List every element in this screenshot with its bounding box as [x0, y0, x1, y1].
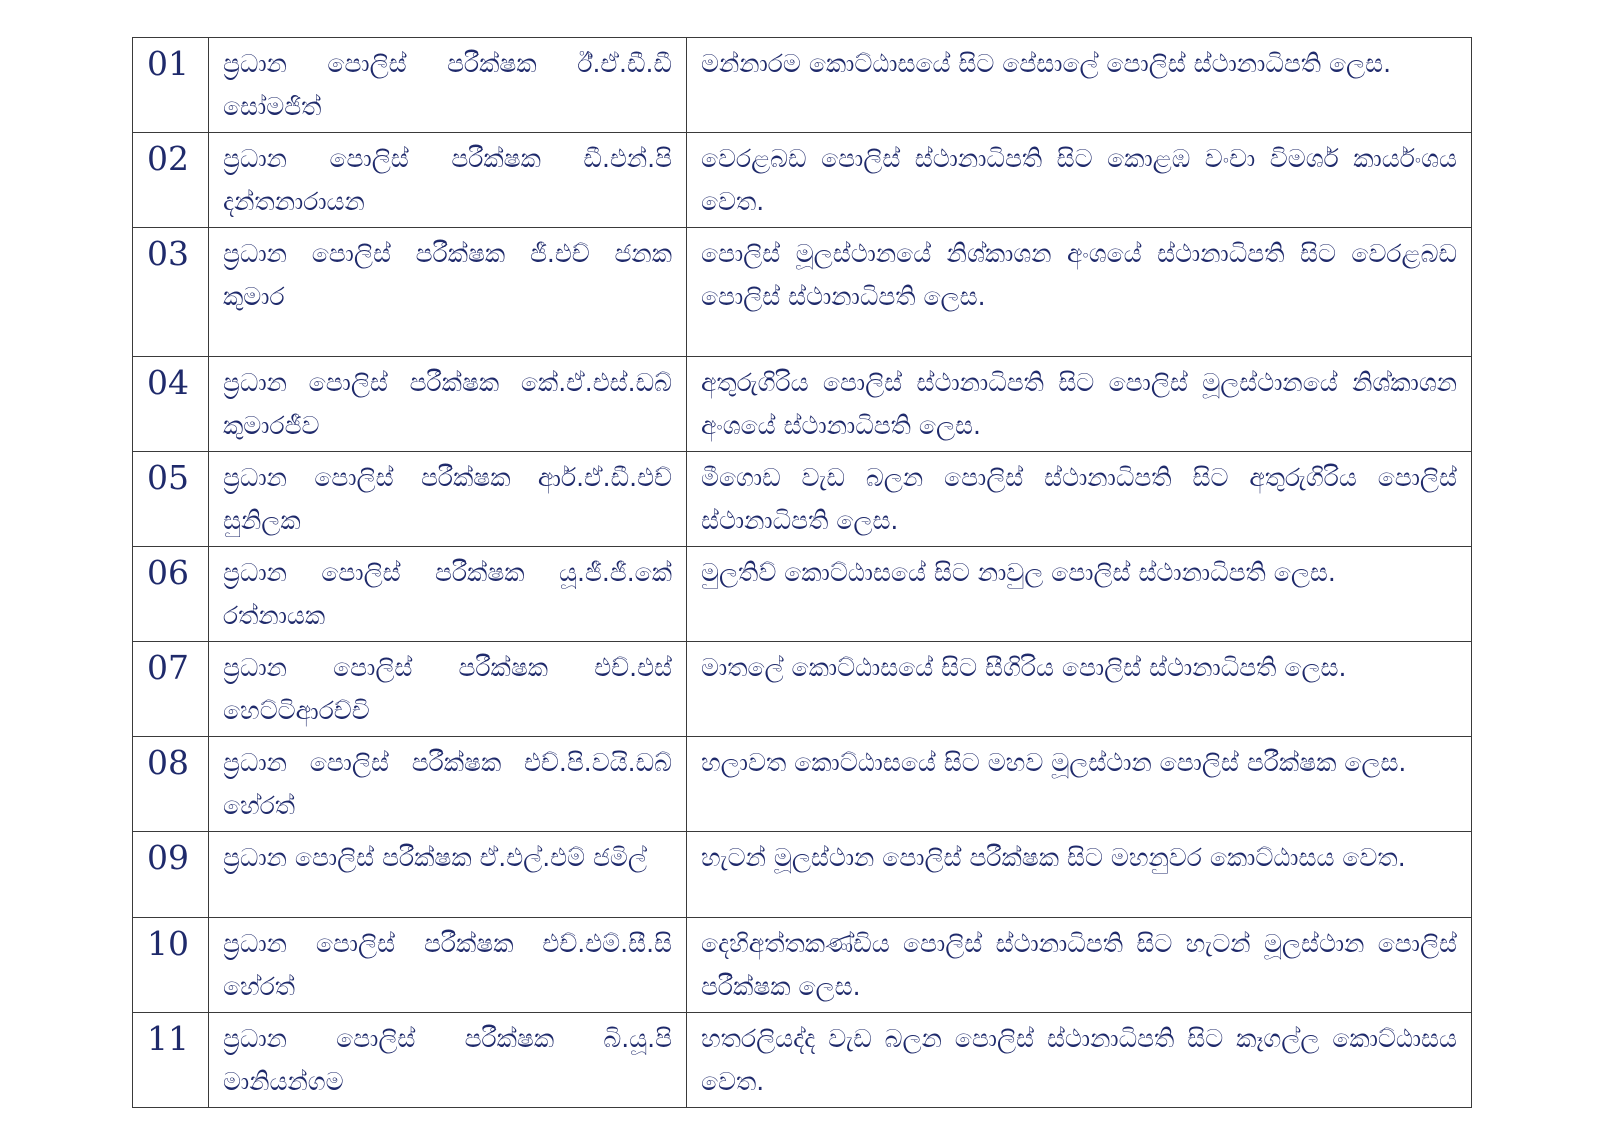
officer-name: ප්‍රධාන පොලිස් පරීක්ෂක කේ.ඒ.එස්.ඩබ් කුමාරජීව — [209, 357, 687, 452]
transfer-details: මාතලේ කොට්ඨාසයේ සිට සීගිරිය පොලිස් ස්ථානාධිපති ලෙස. — [687, 642, 1472, 737]
row-number: 05 — [133, 452, 209, 547]
officer-name: ප්‍රධාන පොලිස් පරීක්ෂක එච්.පි.වයි.ඩබ් හේරත් — [209, 737, 687, 832]
officer-name: ප්‍රධාන පොලිස් පරීක්ෂක එච්.එස් හෙට්ටිආරච්චි — [209, 642, 687, 737]
table-row — [133, 38, 1472, 133]
row-number: 09 — [133, 832, 209, 918]
table-row — [133, 133, 1472, 228]
table-row — [133, 1013, 1472, 1108]
table-row — [133, 918, 1472, 1013]
transfer-table — [132, 37, 1472, 1108]
row-number: 08 — [133, 737, 209, 832]
row-number: 07 — [133, 642, 209, 737]
transfer-details: හැටන් මූලස්ථාන පොලිස් පරීක්ෂක සිට මහනුවර කොට්ඨාසය වෙත. — [687, 832, 1472, 918]
transfer-details: හතරලියද්ද වැඩ බලන පොලිස් ස්ථානාධිපති සිට කෑගල්ල කොට්ඨාසය වෙත. — [687, 1013, 1472, 1108]
table-row — [133, 737, 1472, 832]
table-row — [133, 547, 1472, 642]
row-number: 01 — [133, 38, 209, 133]
officer-name: ප්‍රධාන පොලිස් පරීක්ෂක එච්.එම්.සී.සි හේරත් — [209, 918, 687, 1013]
row-number: 06 — [133, 547, 209, 642]
table-row — [133, 452, 1472, 547]
transfer-list-page — [132, 37, 1472, 1108]
table-row — [133, 357, 1472, 452]
row-number: 02 — [133, 133, 209, 228]
row-number: 10 — [133, 918, 209, 1013]
table-row — [133, 228, 1472, 357]
row-number: 04 — [133, 357, 209, 452]
transfer-details: මන්නාරම කොට්ඨාසයේ සිට පේසාලේ පොලිස් ස්ථානාධිපති ලෙස. — [687, 38, 1472, 133]
officer-name: ප්‍රධාන පොලිස් පරීක්ෂක ඩී.එන්.පි දන්තනාරායන — [209, 133, 687, 228]
officer-name: ප්‍රධාන පොලිස් පරීක්ෂක ඊ්.ඒ.ඩී.ඩී සෝමජිත් — [209, 38, 687, 133]
transfer-details: අතුරුගිරිය පොලිස් ස්ථානාධිපති සිට පොලිස් මූලස්ථානයේ නිශ්කාශන අංශයේ ස්ථානාධිපති ලෙස. — [687, 357, 1472, 452]
transfer-details: හලාවත කොට්ඨාසයේ සිට මහව මූලස්ථාන පොලිස් පරීක්ෂක ලෙස. — [687, 737, 1472, 832]
officer-name: ප්‍රධාන පොලිස් පරීක්ෂක බි.යූ.පි මානියන්ගම — [209, 1013, 687, 1108]
transfer-details: මුලතිව් කොට්ඨාසයේ සිට නාවුල පොලිස් ස්ථානාධිපති ලෙස. — [687, 547, 1472, 642]
transfer-details: වෙරළබඩ පොලිස් ස්ථානාධිපති සිට කොළඹ වංචා විමර්ශ කාර්යංශය වෙත. — [687, 133, 1472, 228]
transfer-details: දෙහිඅත්තකණ්ඩිය පොලිස් ස්ථානාධිපති සිට හැටන් මූලස්ථාන පොලිස් පරීක්ෂක ලෙස. — [687, 918, 1472, 1013]
table-row — [133, 642, 1472, 737]
officer-name: ප්‍රධාන පොලිස් පරීක්ෂක ඒ.එල්.එම් ජමිල් — [209, 832, 687, 918]
officer-name: ප්‍රධාන පොලිස් පරීක්ෂක යූ.ජී.ජී.කේ රත්නායක — [209, 547, 687, 642]
table-row — [133, 832, 1472, 918]
officer-name: ප්‍රධාන පොලිස් පරීක්ෂක ජී.එච් ජනක කුමාර — [209, 228, 687, 357]
officer-name: ප්‍රධාන පොලිස් පරීක්ෂක ආර්.ඒ.ඩී.එච් සුනිලක — [209, 452, 687, 547]
row-number: 03 — [133, 228, 209, 357]
transfer-details: පොලිස් මූලස්ථානයේ නිශ්කාශන අංශයේ ස්ථානාධිපති සිට වෙරළබඩ පොලිස් ස්ථානාධිපති ලෙස. — [687, 228, 1472, 357]
transfer-details: මීගොඩ වැඩ බලන පොලිස් ස්ථානාධිපති සිට අතුරුගිරිය පොලිස් ස්ථානාධිපති ලෙස. — [687, 452, 1472, 547]
row-number: 11 — [133, 1013, 209, 1108]
